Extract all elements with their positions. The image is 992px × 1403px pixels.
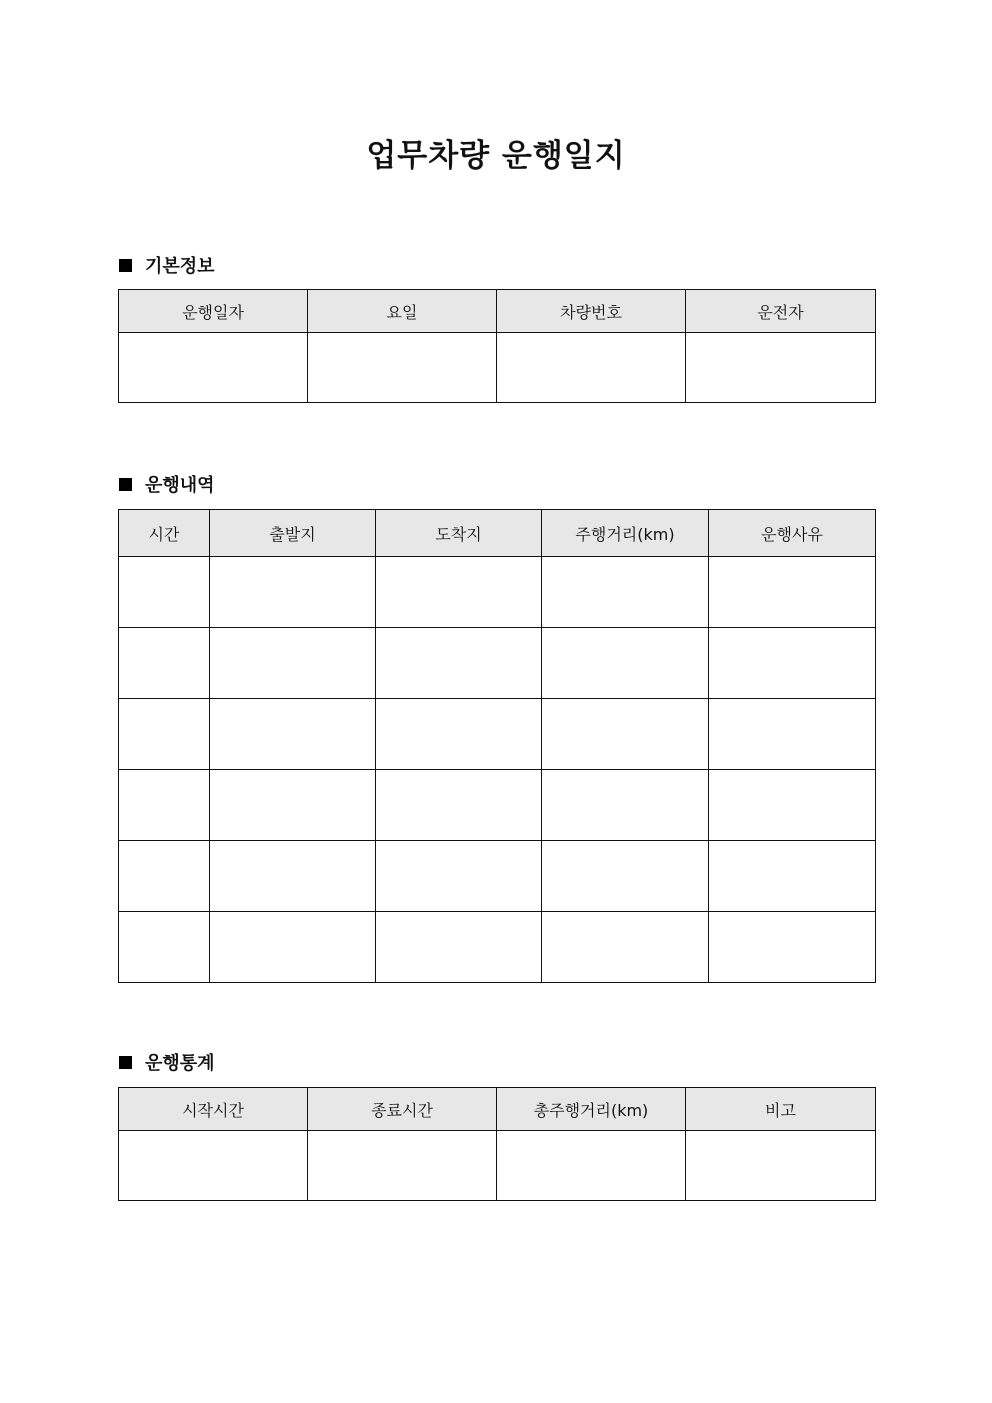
time-cell[interactable] [119,628,210,699]
date-cell[interactable] [119,333,308,403]
destination-cell[interactable] [376,557,542,628]
section-heading-trip-stats [119,1050,215,1074]
column-header-destination: 도착지 [376,510,542,557]
start-time-cell[interactable] [119,1131,308,1201]
driver-cell[interactable] [686,333,876,403]
destination-cell[interactable] [376,699,542,770]
table-row [119,628,876,699]
table-header-row [119,510,876,557]
square-bullet-icon [119,259,132,272]
column-header-driver: 운전자 [686,290,876,333]
purpose-cell[interactable] [709,557,876,628]
departure-cell[interactable] [210,841,376,912]
distance-cell[interactable] [542,557,709,628]
distance-cell[interactable] [542,770,709,841]
departure-cell[interactable] [210,628,376,699]
square-bullet-icon [119,1056,132,1069]
table-row [119,699,876,770]
column-header-departure: 출발지 [210,510,376,557]
time-cell[interactable] [119,770,210,841]
time-cell[interactable] [119,699,210,770]
purpose-cell[interactable] [709,699,876,770]
time-cell[interactable] [119,841,210,912]
column-header-end-time: 종료시간 [308,1088,497,1131]
column-header-start-time: 시작시간 [119,1088,308,1131]
column-header-purpose: 운행사유 [709,510,876,557]
column-header-total-distance: 총주행거리(km) [497,1088,686,1131]
table-row [119,770,876,841]
purpose-cell[interactable] [709,912,876,983]
table-row [119,333,876,403]
section-title: 기본정보 [145,256,215,277]
column-header-time: 시간 [119,510,210,557]
column-header-weekday: 요일 [308,290,497,333]
column-header-distance: 주행거리(km) [542,510,709,557]
table-row [119,557,876,628]
table-header-row [119,290,876,333]
table-row [119,1131,876,1201]
distance-cell[interactable] [542,912,709,983]
destination-cell[interactable] [376,770,542,841]
end-time-cell[interactable] [308,1131,497,1201]
table-row [119,841,876,912]
total-distance-cell[interactable] [497,1131,686,1201]
time-cell[interactable] [119,557,210,628]
departure-cell[interactable] [210,770,376,841]
distance-cell[interactable] [542,628,709,699]
departure-cell[interactable] [210,557,376,628]
time-cell[interactable] [119,912,210,983]
vehicle-number-cell[interactable] [497,333,686,403]
destination-cell[interactable] [376,841,542,912]
section-heading-basic-info [119,253,215,277]
trip-log-table [118,509,876,983]
distance-cell[interactable] [542,699,709,770]
destination-cell[interactable] [376,628,542,699]
section-heading-trip-log [119,472,215,496]
table-header-row [119,1088,876,1131]
trip-stats-table [118,1087,876,1201]
column-header-remarks: 비고 [686,1088,876,1131]
departure-cell[interactable] [210,699,376,770]
purpose-cell[interactable] [709,628,876,699]
departure-cell[interactable] [210,912,376,983]
weekday-cell[interactable] [308,333,497,403]
document-title: 업무차량 운행일지 [366,138,626,174]
table-row [119,912,876,983]
remarks-cell[interactable] [686,1131,876,1201]
destination-cell[interactable] [376,912,542,983]
distance-cell[interactable] [542,841,709,912]
square-bullet-icon [119,478,132,491]
column-header-vehicle-number: 차량번호 [497,290,686,333]
purpose-cell[interactable] [709,841,876,912]
section-title: 운행통계 [145,1053,215,1074]
basic-info-table [118,289,876,403]
column-header-date: 운행일자 [119,290,308,333]
purpose-cell[interactable] [709,770,876,841]
section-title: 운행내역 [145,475,215,496]
